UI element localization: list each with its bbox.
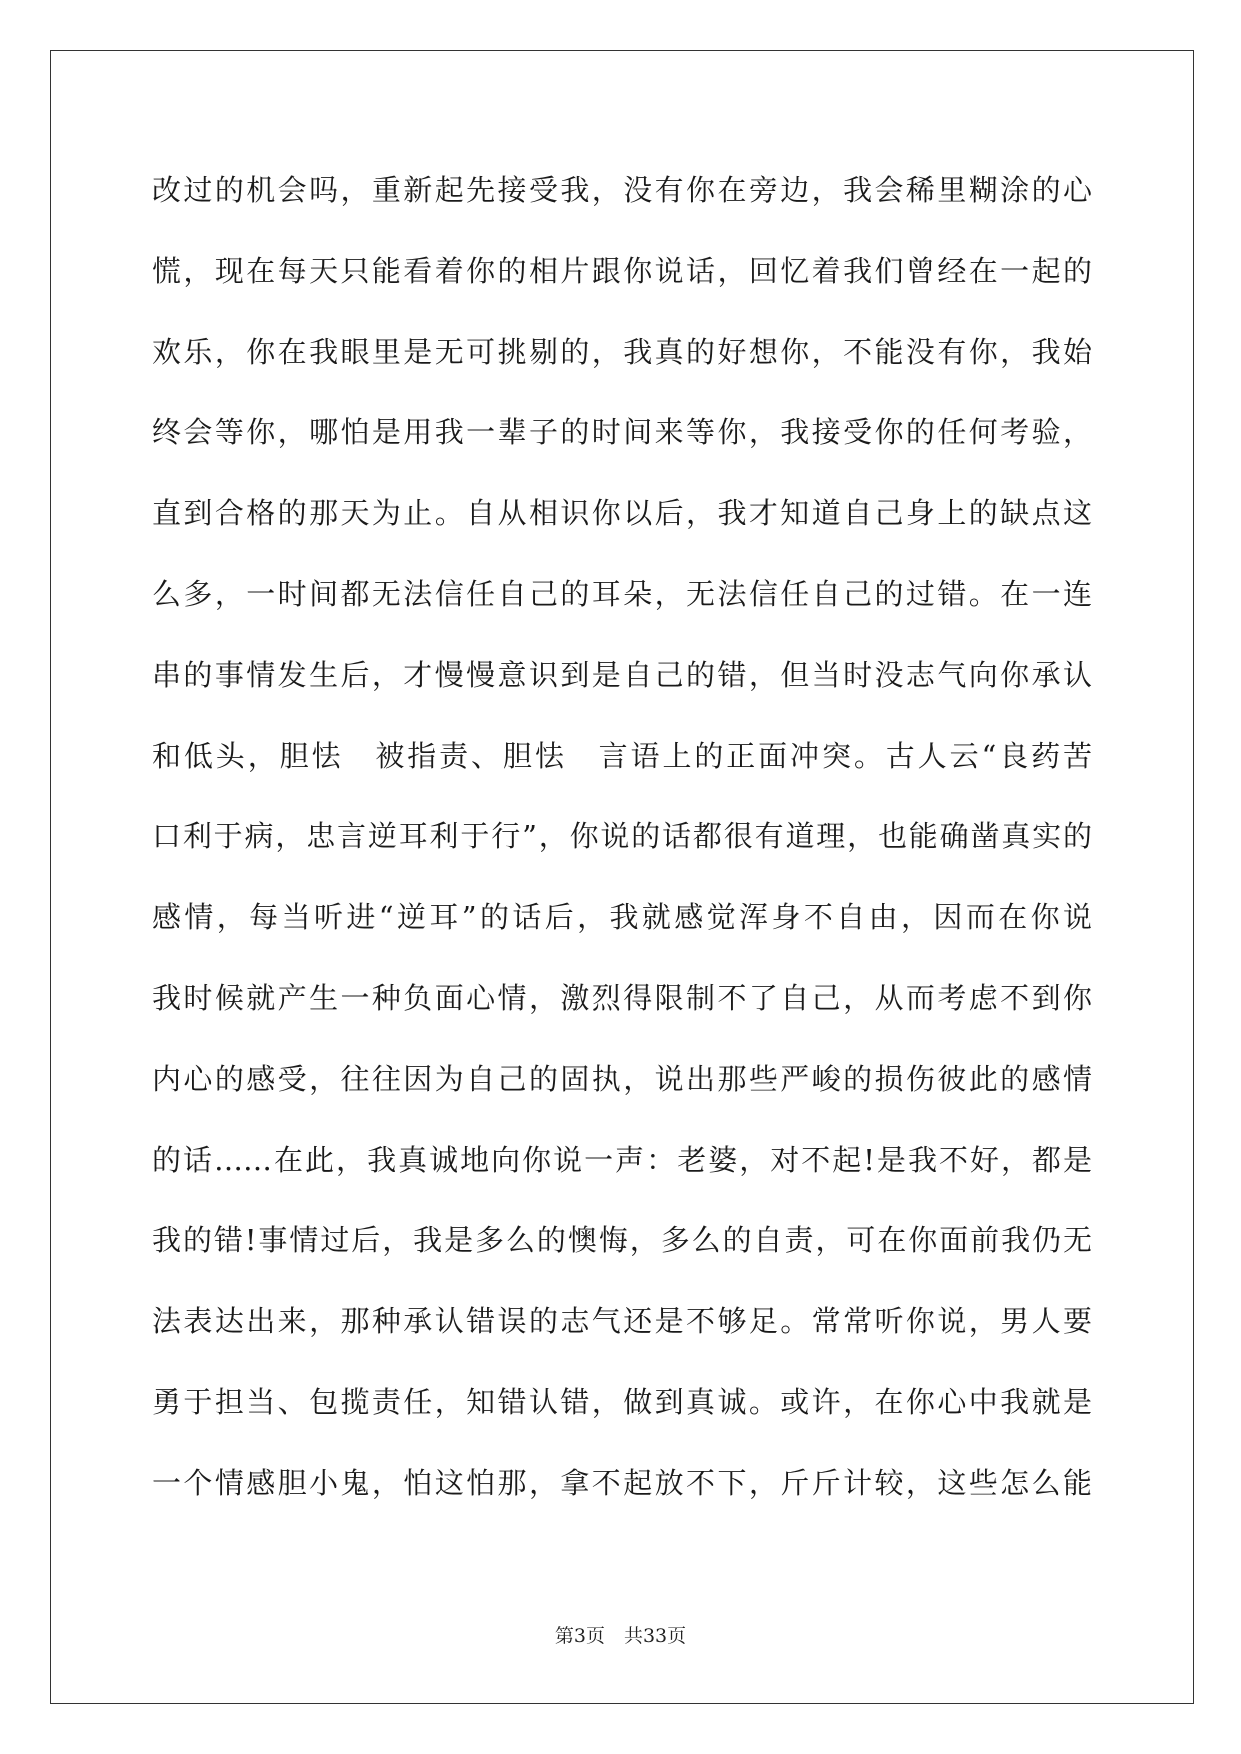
document-body bbox=[152, 162, 1092, 1536]
text-line: 么多，一时间都无法信任自己的耳朵，无法信任自己的过错。在一连 bbox=[152, 576, 1092, 611]
text-line: 终会等你，哪怕是用我一辈子的时间来等你，我接受你的任何考验， bbox=[152, 415, 1092, 450]
text-line: 串的事情发生后，才慢慢意识到是自己的错，但当时没志气向你承认 bbox=[152, 657, 1092, 692]
text-line: 的话……在此，我真诚地向你说一声：老婆，对不起!是我不好，都是 bbox=[152, 1142, 1092, 1177]
text-line: 一个情感胆小鬼，怕这怕那，拿不起放不下，斤斤计较，这些怎么能 bbox=[152, 1465, 1092, 1500]
text-line: 和低头，胆怯 被指责、胆怯 言语上的正面冲突。古人云“良药苦 bbox=[152, 738, 1092, 773]
text-line: 勇于担当、包揽责任，知错认错，做到真诚。或许，在你心中我就是 bbox=[152, 1384, 1092, 1419]
text-line: 内心的感受，往往因为自己的固执，说出那些严峻的损伤彼此的感情 bbox=[152, 1061, 1092, 1096]
text-line: 改过的机会吗，重新起先接受我，没有你在旁边，我会稀里糊涂的心 bbox=[152, 173, 1092, 207]
text-line: 感情，每当听进“逆耳”的话后，我就感觉浑身不自由，因而在你说 bbox=[152, 900, 1092, 935]
text-line: 我的错!事情过后，我是多么的懊悔，多么的自责，可在你面前我仍无 bbox=[152, 1223, 1092, 1258]
text-line: 欢乐，你在我眼里是无可挑剔的，我真的好想你，不能没有你，我始 bbox=[152, 334, 1092, 369]
text-line: 我时候就产生一种负面心情，激烈得限制不了自己，从而考虑不到你 bbox=[152, 980, 1092, 1015]
text-line: 法表达出来，那种承认错误的志气还是不够足。常常听你说，男人要 bbox=[152, 1304, 1092, 1339]
text-line: 慌，现在每天只能看着你的相片跟你说话，回忆着我们曾经在一起的 bbox=[152, 253, 1092, 288]
text-line: 直到合格的那天为止。自从相识你以后，我才知道自己身上的缺点这 bbox=[152, 496, 1092, 531]
page-number-footer: 第3页 共33页 bbox=[554, 1625, 687, 1647]
text-line: 口利于病，忠言逆耳利于行”，你说的话都很有道理，也能确凿真实的 bbox=[152, 819, 1092, 854]
